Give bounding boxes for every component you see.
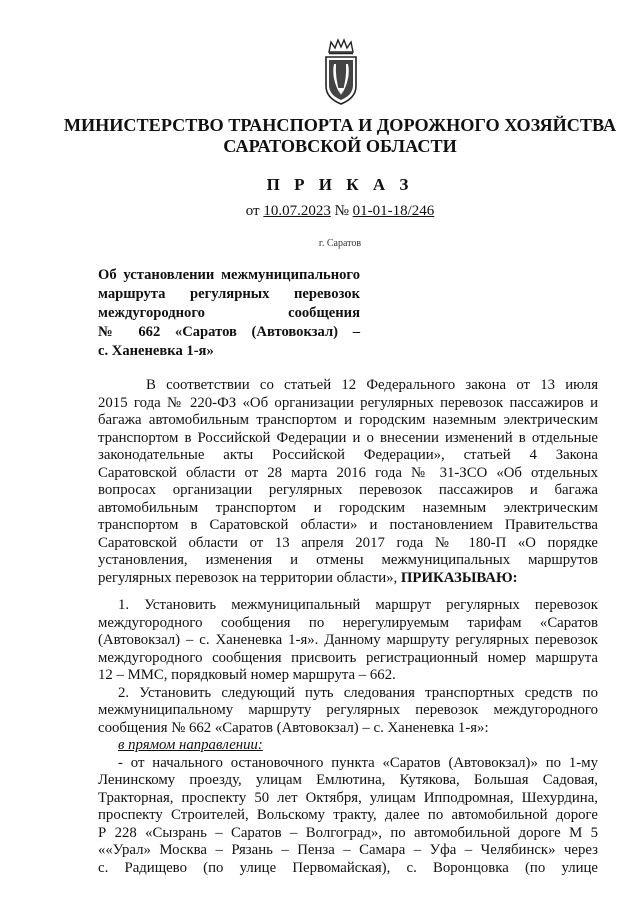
order-date-number [60, 203, 620, 220]
route-line: Р 228 «Сызрань – Саратов – Волгоград», по автомобильной дороге М 5 [98, 824, 598, 841]
item1-line: 1. Установить межмуниципальный маршрут регулярных перевозок [118, 597, 598, 613]
preamble-line: транспортом в Российской Федерации и о внесении изменений в отдельные [98, 429, 598, 446]
subject-line: № 662 «Саратов (Автовокзал) – [98, 324, 360, 340]
preamble-line: Саратовской области от 28 марта 2016 года № 31-ЗСО «Об отдельных [98, 464, 598, 481]
order-number-sign: № [334, 203, 349, 219]
order-number: 01-01-18/246 [352, 203, 435, 219]
preamble-line: вопросах организации регулярных перевозок пассажиров и багажа [98, 482, 598, 498]
item1-line: междугородного сообщения присвоить регистрационный номер маршрута [98, 649, 598, 666]
preamble-line: багажа автомобильным транспортом и городским наземным электрическим [98, 412, 598, 428]
preamble-line: установления, изменения и отмены межмуниципальных маршрутов [98, 552, 598, 568]
preamble-line: законодательные акты Российской Федерации», статьей 4 Закона [98, 447, 598, 463]
order-body [98, 377, 598, 877]
ministry-name [60, 115, 620, 157]
route-line: с. Радищево (по улице Первомайская), с. Воронцовка (по улице [98, 859, 598, 876]
item2-line: сообщения № 662 «Саратов (Автовокзал) – с. Ханеневка 1-я»: [98, 719, 489, 736]
item1-line: (Автовокзал) – с. Ханеневка 1-я». Данному маршруту регулярных перевозок [98, 632, 598, 648]
direction-line [98, 737, 598, 755]
preamble-line: автомобильным транспортом и городским наземным электрическим [98, 499, 598, 516]
route-line: - от начального остановочного пункта «Саратов (Автовокзал)» по 1-му [118, 754, 598, 771]
subject-line: Об установлении межмуниципального [98, 267, 360, 283]
order-city: г. Саратов [318, 238, 362, 249]
preamble-line: 2015 года № 220-ФЗ «Об организации регулярных перевозок пассажиров и [98, 394, 598, 411]
route-line: ««Урал» Москва – Рязань – Пенза – Самара – Уфа – Челябинск» через [98, 842, 598, 858]
preamble-last-text: регулярных перевозок на территории области», [98, 569, 401, 586]
preamble-line: Саратовской области от 13 апреля 2017 года № 180-П «О порядке [98, 534, 598, 551]
subject-line: междугородного сообщения [98, 305, 360, 321]
paragraph-gap [98, 587, 598, 597]
order-date: 10.07.2023 [263, 203, 331, 219]
route-line: проспекту Строителей, Вольскому тракту, далее по автомобильной дороге [98, 807, 598, 823]
preamble-line-last [98, 570, 598, 588]
item2-line: межмуниципальному маршруту регулярных перевозок междугородного [98, 702, 598, 718]
saratov-coat-of-arms-icon [321, 38, 361, 106]
direction-label: в прямом направлении: [118, 737, 263, 753]
order-title: П Р И К А З [266, 175, 414, 194]
subject-line: маршрута регулярных перевозок [98, 286, 360, 302]
item1-line: 12 – ММС, порядковый номер маршрута – 662. [98, 667, 396, 683]
route-line: Ленинскому проезду, улицам Емлютина, Кутякова, Большая Садовая, [98, 772, 598, 788]
decree-word: ПРИКАЗЫВАЮ: [400, 569, 518, 586]
ministry-name-line1: МИНИСТЕРСТВО ТРАНСПОРТА И ДОРОЖНОГО ХОЗЯЙСТВА [63, 115, 617, 135]
item1-line: междугородного сообщения по нерегулируемым тарифам «Саратов [98, 614, 598, 631]
order-subject [98, 266, 360, 361]
route-line: Тракторная, проспекту 50 лет Октября, улицам Ипподромная, Шехурдина, [98, 789, 598, 806]
order-prefix: от [245, 203, 260, 219]
preamble-line: транспортом в Саратовской области» и постановлением Правительства [98, 517, 598, 533]
ministry-name-line2: САРАТОВСКОЙ ОБЛАСТИ [223, 136, 457, 156]
item2-line: 2. Установить следующий путь следования транспортных средств по [118, 684, 598, 701]
preamble-line: В соответствии со статьей 12 Федерального закона от 13 июля [146, 377, 598, 393]
subject-line: с. Ханеневка 1-я» [98, 343, 214, 359]
